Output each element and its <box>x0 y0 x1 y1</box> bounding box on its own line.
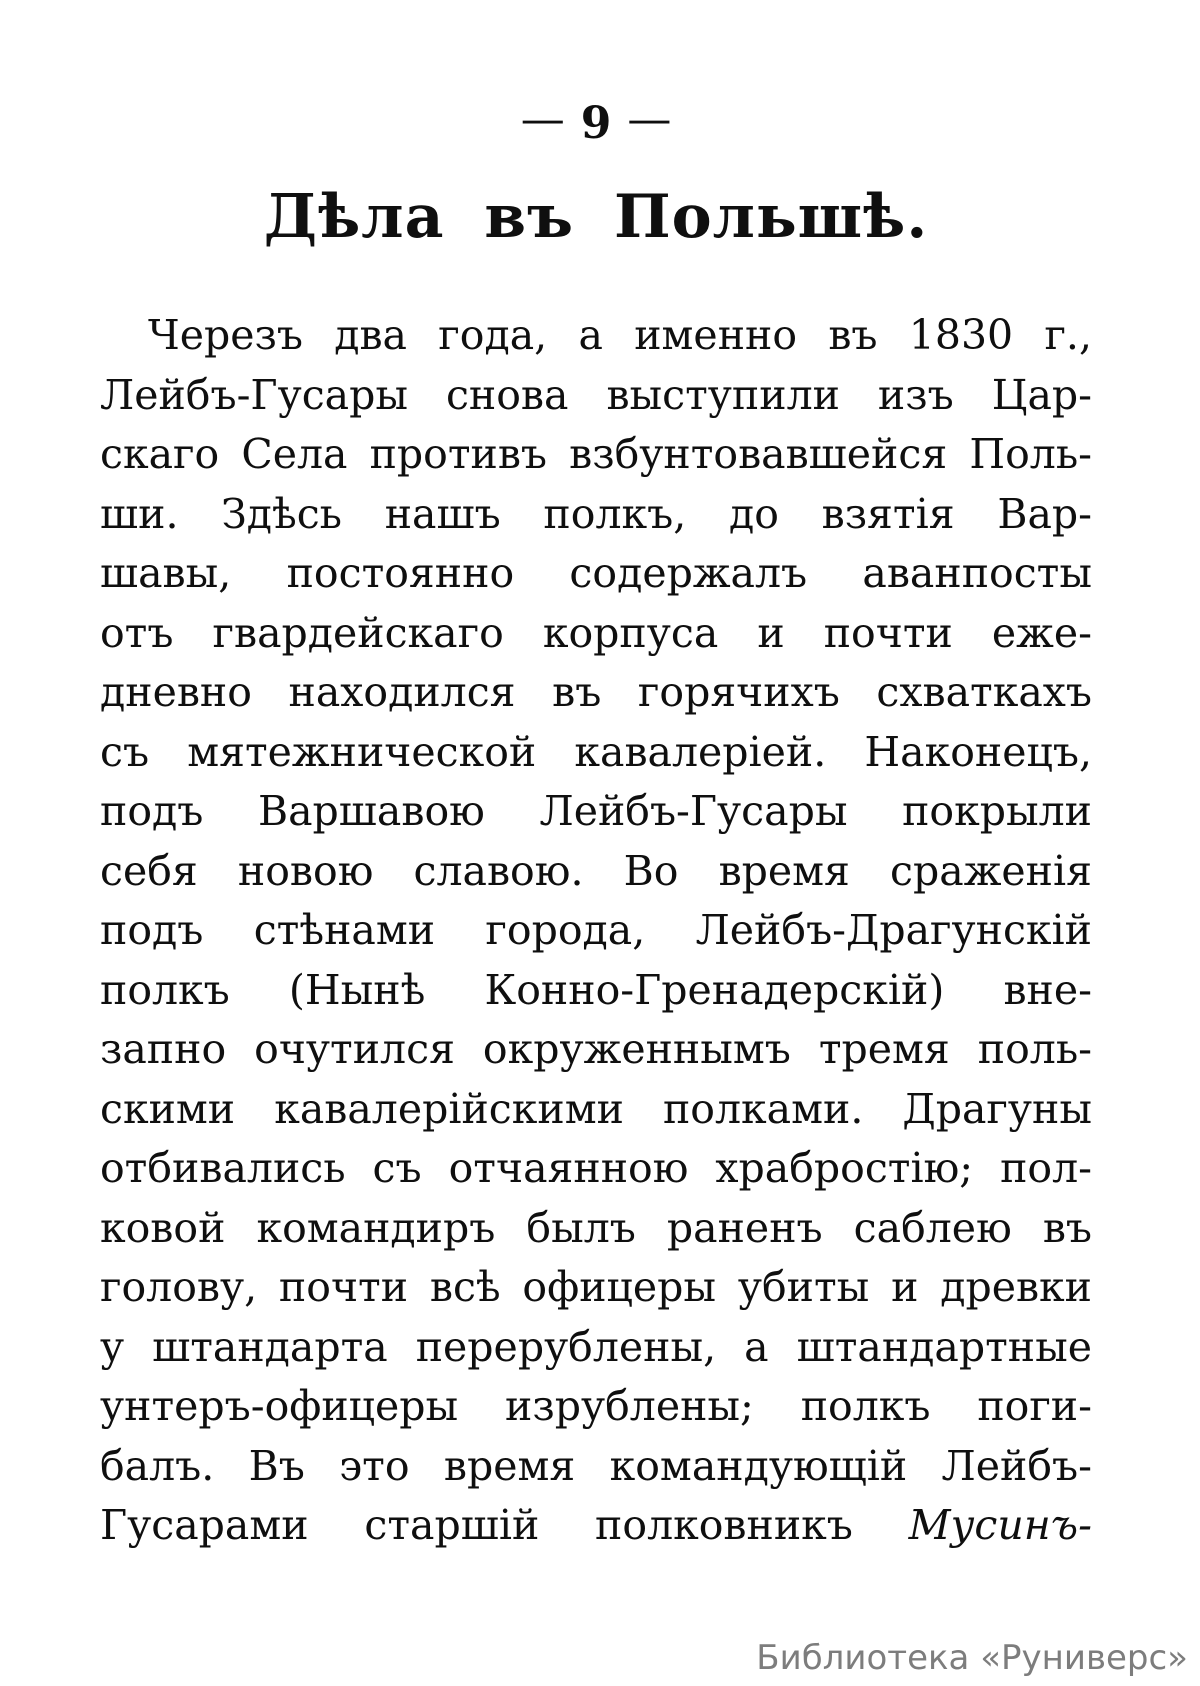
text-line <box>100 1258 1092 1318</box>
text-segment: шавы, постоянно содержалъ аванпосты <box>100 549 1092 597</box>
text-line <box>100 1139 1092 1199</box>
text-segment: ковой командиръ былъ раненъ саблею въ <box>100 1203 1092 1252</box>
page-number-value: 9 <box>580 98 612 149</box>
text-segment: Гусарами старшій полковникъ <box>100 1501 909 1549</box>
text-segment: у штандарта перерублены, а штандартные <box>100 1322 1092 1371</box>
text-segment: скаго Села противъ взбунтовавшейся Поль- <box>100 430 1092 478</box>
text-segment: съ мятежнической кавалеріей. Наконецъ, <box>100 727 1092 776</box>
text-segment: отъ гвардейскаго корпуса и почти еже- <box>100 608 1092 657</box>
text-line <box>100 1496 1092 1556</box>
text-segment: полкъ (Нынѣ Конно-Гренадерскій) вне- <box>100 965 1092 1014</box>
text-line <box>100 366 1092 426</box>
text-line <box>100 842 1092 902</box>
text-line <box>100 1199 1092 1259</box>
text-line <box>100 544 1092 604</box>
text-line <box>100 1080 1092 1140</box>
text-line <box>100 782 1092 842</box>
text-segment: Черезъ два года, а именно въ 1830 г., <box>148 311 1092 359</box>
body-text <box>100 306 1092 1556</box>
text-line <box>100 306 1092 366</box>
text-segment: балъ. Въ это время командующій Лейбъ- <box>100 1441 1092 1490</box>
text-line <box>100 604 1092 664</box>
text-segment: Лейбъ-Гусары снова выступили изъ Цар- <box>100 370 1092 419</box>
text-segment: голову, почти всѣ офицеры убиты и древки <box>100 1263 1092 1311</box>
page-number-right-dash: — <box>627 94 672 145</box>
text-segment: унтеръ-офицеры изрублены; полкъ поги- <box>100 1382 1092 1430</box>
text-line <box>100 1377 1092 1437</box>
text-segment: подъ Варшавою Лейбъ-Гусары покрыли <box>100 787 1092 835</box>
text-line <box>100 961 1092 1021</box>
chapter-title: Дѣла въ Польшѣ. <box>263 182 929 252</box>
text-line <box>100 425 1092 485</box>
text-line <box>100 663 1092 723</box>
text-segment: запно очутился окруженнымъ тремя поль- <box>100 1025 1092 1073</box>
text-line <box>100 1020 1092 1080</box>
page-number <box>100 94 1092 149</box>
text-segment: скими кавалерійскими полками. Драгуны <box>100 1084 1092 1133</box>
text-line <box>100 485 1092 545</box>
text-segment: отбивались съ отчаянною храбростію; пол- <box>100 1144 1092 1192</box>
text-line <box>100 901 1092 961</box>
text-segment: ши. Здѣсь нашъ полкъ, до взятія Вар- <box>100 489 1092 538</box>
text-line <box>100 1437 1092 1497</box>
text-segment: подъ стѣнами города, Лейбъ-Драгунскій <box>100 906 1092 954</box>
text-segment: дневно находился въ горячихъ схваткахъ <box>100 668 1092 716</box>
library-watermark: Библиотека «Руниверс» <box>756 1638 1188 1678</box>
text-line <box>100 1318 1092 1378</box>
page-number-left-dash: — <box>520 94 565 145</box>
text-line <box>100 723 1092 783</box>
text-segment: себя новою славою. Во время сраженія <box>100 846 1092 895</box>
text-segment-italic: Мусинъ- <box>908 1501 1092 1549</box>
